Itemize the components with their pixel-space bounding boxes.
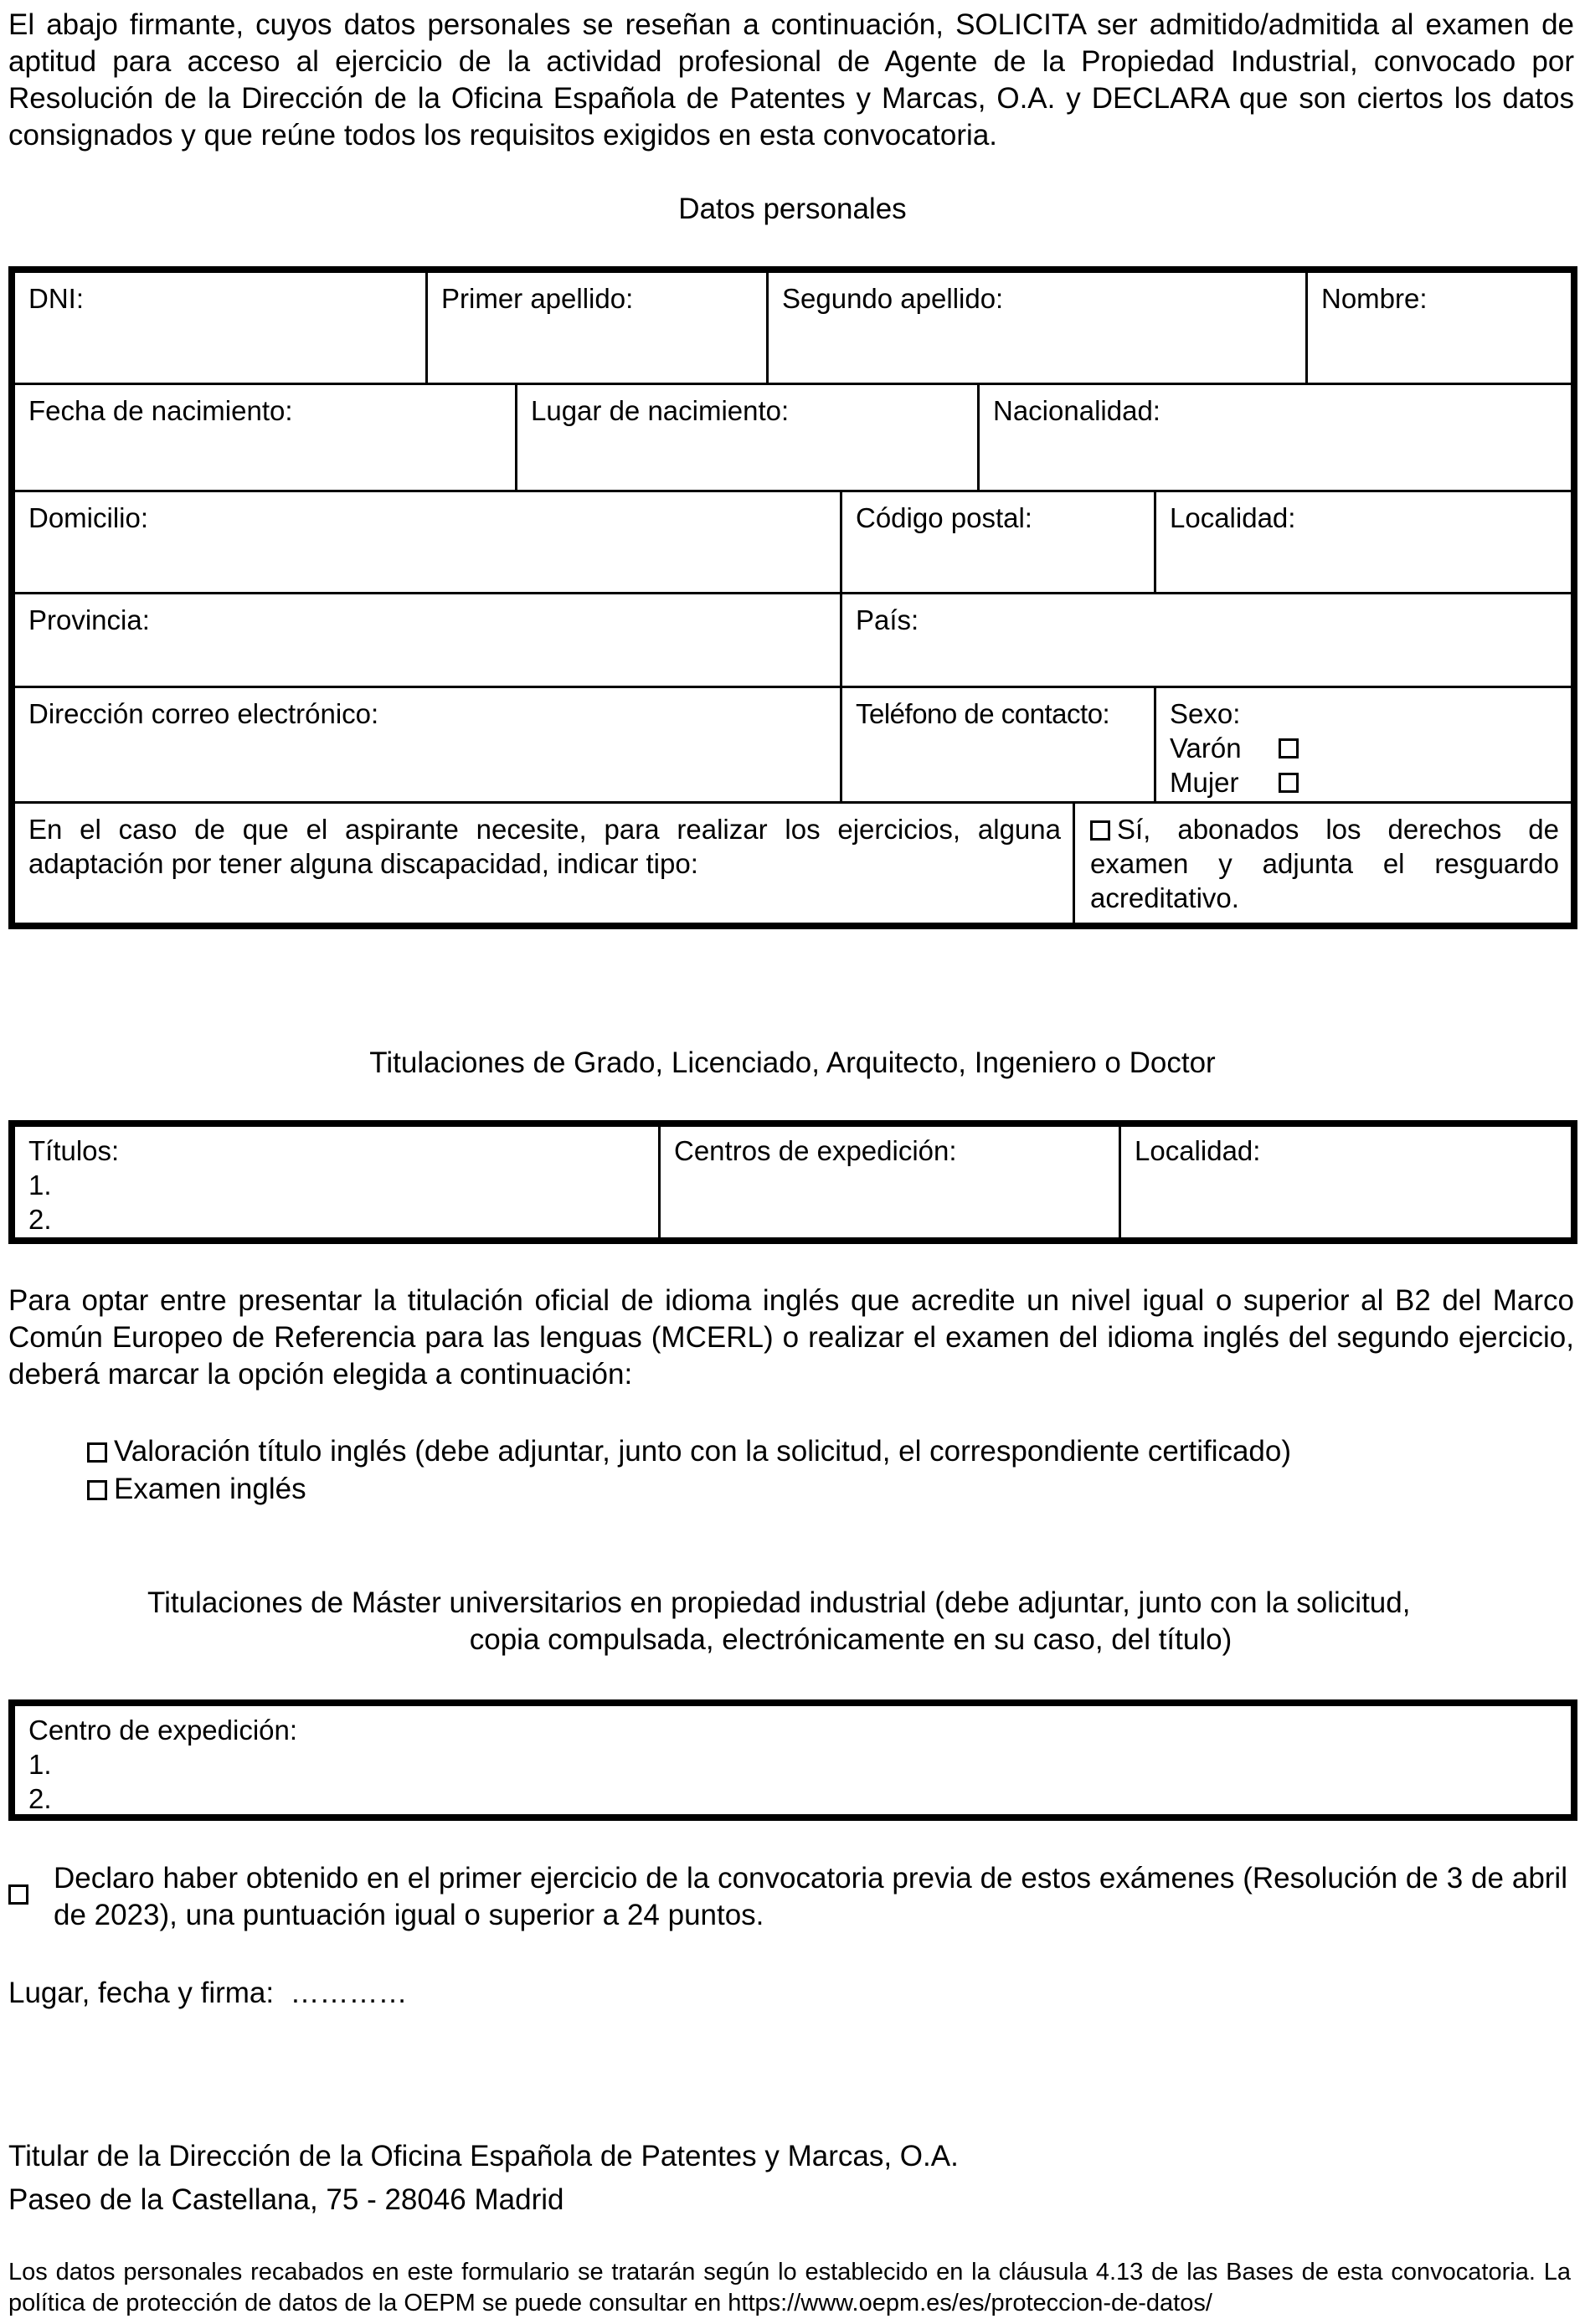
lugar-nacimiento-label: Lugar de nacimiento: [531, 395, 790, 426]
firma-line[interactable]: Lugar, fecha y firma: ………… [8, 1977, 408, 2009]
pais-field[interactable] [842, 594, 1571, 686]
examen-label: Examen inglés [114, 1473, 306, 1505]
nombre-field[interactable] [1308, 273, 1571, 383]
titulo-item-2: 2. [28, 1204, 52, 1235]
varon-label: Varón [1170, 733, 1242, 764]
sexo-field [1156, 688, 1571, 801]
mujer-option[interactable] [1170, 765, 1557, 800]
segundo-apellido-label: Segundo apellido: [782, 283, 1004, 314]
discapacidad-field[interactable] [15, 804, 1073, 923]
destinatario-line2: Paseo de la Castellana, 75 - 28046 Madrid [8, 2183, 564, 2216]
centros-field[interactable] [661, 1127, 1119, 1237]
codigo-postal-label: Código postal: [856, 502, 1032, 533]
intro-paragraph: El abajo firmante, cuyos datos personales se reseñan a continuación, SOLICITA ser admitido/admitida al examen de aptitud para acceso al ejercicio de la actividad profesional de Agente de la Propiedad Industrial, convocado por Resolución de la Dirección de la Oficina Española de Patentes y Marcas, O.A. y DECLARA que son ciertos los datos consignados y que reúne todos los requisitos exigidos en esta convocatoria. [8, 8, 1574, 152]
dni-field[interactable] [15, 273, 425, 383]
primer-apellido-field[interactable] [428, 273, 766, 383]
titulo-item-1: 1. [28, 1170, 52, 1201]
titulaciones-table [8, 1120, 1577, 1244]
codigo-postal-field[interactable] [842, 492, 1154, 592]
master-centro-field[interactable] [15, 1706, 1571, 1814]
titulos-label: Títulos: [28, 1135, 120, 1166]
mujer-label: Mujer [1170, 767, 1239, 798]
segundo-apellido-field[interactable] [769, 273, 1305, 383]
varon-option[interactable] [1170, 731, 1557, 765]
derechos-checkbox[interactable] [1090, 820, 1110, 841]
titulaciones-localidad-label: Localidad: [1135, 1135, 1261, 1166]
varon-checkbox[interactable] [1279, 738, 1299, 758]
lugar-nacimiento-field[interactable] [517, 385, 977, 490]
centros-label: Centros de expedición: [674, 1135, 957, 1166]
master-table [8, 1699, 1577, 1821]
pais-label: País: [856, 604, 919, 635]
nacionalidad-field[interactable] [980, 385, 1571, 490]
section-title-personal-data: Datos personales [678, 193, 907, 225]
localidad-field[interactable] [1156, 492, 1571, 592]
section-title-master-line1: Titulaciones de Máster universitarios en propiedad industrial (debe adjuntar, junto con la solicitud, [147, 1586, 1411, 1619]
email-label: Dirección correo electrónico: [28, 698, 379, 729]
email-field[interactable] [15, 688, 840, 801]
nacionalidad-label: Nacionalidad: [993, 395, 1160, 426]
titulaciones-localidad-field[interactable] [1121, 1127, 1571, 1237]
telefono-label: Teléfono de contacto: [856, 698, 1110, 729]
proteccion-datos-notice: Los datos personales recabados en este formulario se tratarán según lo establecido en la cláusula 4.13 de las Bases de esta convocatoria. La política de protección de datos de la OEPM se puede consultar en https://www.oepm.es/es/proteccion-de-datos/ [8, 2259, 1571, 2316]
ingles-option-examen[interactable] [87, 1471, 306, 1508]
declaracion-text: Declaro haber obtenido en el primer ejercicio de la convocatoria previa de estos exámenes (Resolución de 3 de abril de 2023), una puntuación igual o superior a 24 puntos. [54, 1862, 1567, 1931]
master-item-1: 1. [28, 1749, 52, 1780]
declaracion-checkbox-wrap[interactable] [8, 1875, 28, 1912]
section-title-master-line2: copia compulsada, electrónicamente en su caso, del título) [469, 1623, 1232, 1656]
ingles-paragraph: Para optar entre presentar la titulación oficial de idioma inglés que acredite un nivel igual o superior al B2 del Marco Común Europeo de Referencia para las lenguas (MCERL) o realizar el examen del idioma inglés del segundo ejercicio, deberá marcar la opción elegida a continuación: [8, 1284, 1574, 1391]
fecha-nacimiento-field[interactable] [15, 385, 515, 490]
provincia-field[interactable] [15, 594, 840, 686]
master-item-2: 2. [28, 1783, 52, 1814]
titulos-field[interactable] [15, 1127, 658, 1237]
dni-label: DNI: [28, 283, 84, 314]
domicilio-field[interactable] [15, 492, 840, 592]
domicilio-label: Domicilio: [28, 502, 149, 533]
section-title-titulaciones: Titulaciones de Grado, Licenciado, Arquitecto, Ingeniero o Doctor [369, 1046, 1216, 1079]
valoracion-checkbox[interactable] [87, 1442, 107, 1463]
nombre-label: Nombre: [1321, 283, 1428, 314]
mujer-checkbox[interactable] [1279, 773, 1299, 793]
localidad-label: Localidad: [1170, 502, 1296, 533]
sexo-label: Sexo: [1170, 698, 1241, 729]
derechos-option[interactable] [1075, 804, 1571, 923]
provincia-label: Provincia: [28, 604, 150, 635]
master-centro-label: Centro de expedición: [28, 1715, 298, 1746]
discapacidad-label: En el caso de que el aspirante necesite, para realizar los ejercicios, alguna adaptación por tener alguna discapacidad, indicar tipo: [28, 814, 1061, 879]
fecha-nacimiento-label: Fecha de nacimiento: [28, 395, 293, 426]
ingles-option-valoracion[interactable] [87, 1433, 1291, 1470]
declaracion-checkbox[interactable] [8, 1884, 28, 1905]
destinatario-line1: Titular de la Dirección de la Oficina Española de Patentes y Marcas, O.A. [8, 2140, 959, 2172]
primer-apellido-label: Primer apellido: [441, 283, 634, 314]
derechos-label: Sí, abonados los derechos de examen y adjunta el resguardo acreditativo. [1090, 814, 1559, 913]
telefono-field[interactable] [842, 688, 1154, 801]
personal-data-table [8, 266, 1577, 929]
valoracion-label: Valoración título inglés (debe adjuntar, junto con la solicitud, el correspondiente certificado) [114, 1435, 1292, 1468]
examen-checkbox[interactable] [87, 1480, 107, 1500]
